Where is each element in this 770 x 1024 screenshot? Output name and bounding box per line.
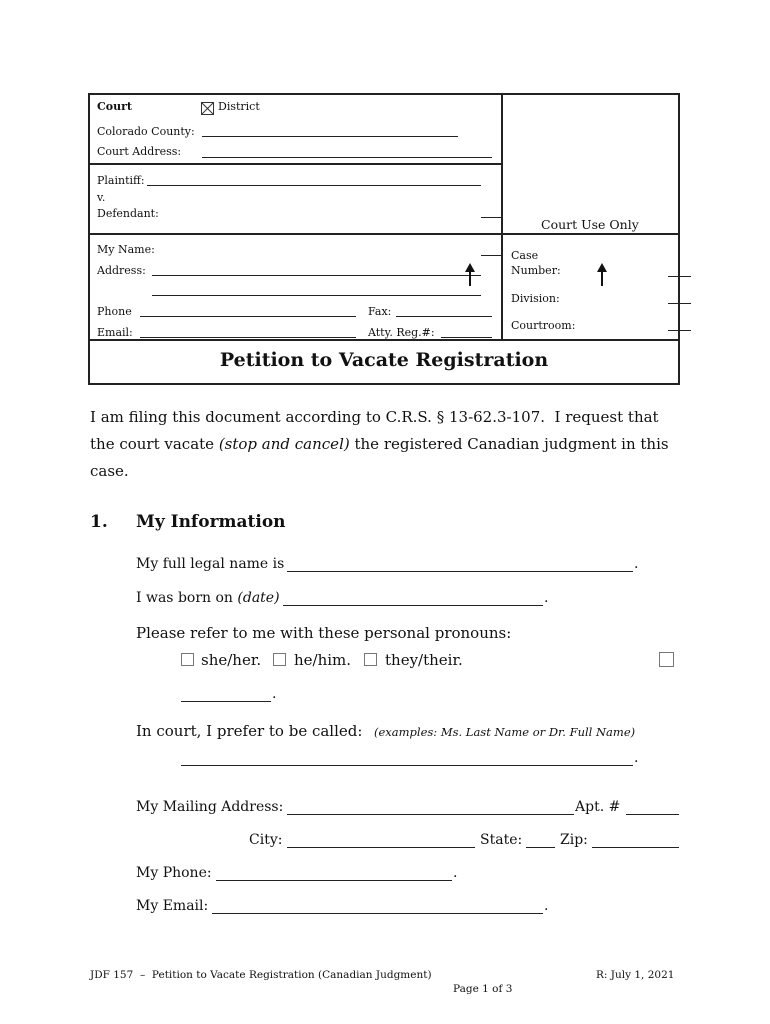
birth-date-field[interactable] <box>283 605 543 606</box>
court-use-only-label: Court Use Only <box>541 217 639 232</box>
email-field[interactable] <box>140 337 356 338</box>
city-label: City: <box>249 832 283 848</box>
section-number: 1. <box>90 512 108 532</box>
zip-field[interactable] <box>592 847 679 848</box>
versus-label: v. <box>97 191 106 204</box>
called-example: (examples: Ms. Last Name or Dr. Full Name) <box>374 725 636 739</box>
division-label: Division: <box>511 292 560 305</box>
court-address-label: Court Address: <box>97 145 182 158</box>
plaintiff-label: Plaintiff: <box>97 174 145 187</box>
mailing-address-field[interactable] <box>287 814 574 815</box>
court-label: Court <box>97 100 132 113</box>
courtroom-field[interactable] <box>668 330 691 331</box>
my-name-field[interactable] <box>481 255 503 256</box>
called-label: In court, I prefer to be called: <box>136 722 363 740</box>
courtroom-label: Courtroom: <box>511 319 576 332</box>
division-field[interactable] <box>668 303 691 304</box>
my-phone-period: . <box>453 865 458 881</box>
intro-line-2-post: the registered Canadian judgment in this <box>349 435 669 453</box>
pronoun-she: she/her. <box>201 651 262 669</box>
case-number-field[interactable] <box>668 276 691 277</box>
plaintiff-field[interactable] <box>147 185 481 186</box>
defendant-field[interactable] <box>481 217 503 218</box>
document-title: Petition to Vacate Registration <box>219 349 549 371</box>
born-italic: (date) <box>237 590 280 606</box>
my-name-label: My Name: <box>97 243 155 256</box>
my-phone-label: My Phone: <box>136 865 212 881</box>
footer-revision: R: July 1, 2021 <box>596 969 675 981</box>
pronoun-other-period: . <box>272 686 277 702</box>
zip-label: Zip: <box>560 832 588 848</box>
up-arrow-icon <box>465 263 475 287</box>
pronoun-they: they/their. <box>385 651 463 669</box>
my-email-label: My Email: <box>136 898 209 914</box>
intro-line-2 <box>90 431 669 458</box>
checkbox-icon[interactable] <box>273 653 286 666</box>
atty-reg-field[interactable] <box>441 337 492 338</box>
my-phone-field[interactable] <box>216 880 452 881</box>
fax-field[interactable] <box>396 316 492 317</box>
defendant-label: Defendant: <box>97 207 159 220</box>
court-address-field[interactable] <box>202 157 492 158</box>
section-heading: My Information <box>136 512 286 532</box>
pronouns-label: Please refer to me with these personal pronouns: <box>136 624 512 642</box>
birth-date-period: . <box>544 590 549 606</box>
called-period: . <box>634 750 639 766</box>
caption-divider-3 <box>88 339 680 341</box>
intro-line-3: case. <box>90 462 129 480</box>
case-number-label: Number: <box>511 264 561 277</box>
footer-form-id: JDF 157 – Petition to Vacate Registration (Canadian Judgment) <box>90 969 432 981</box>
case-label: Case <box>511 249 539 262</box>
caption-divider-2 <box>88 233 680 235</box>
atty-reg-label: Atty. Reg.#: <box>368 326 435 339</box>
full-name-field[interactable] <box>287 571 633 572</box>
pronoun-other-field[interactable] <box>181 701 271 702</box>
intro-line-2-pre: the court vacate <box>90 435 219 453</box>
caption-divider-1 <box>88 163 502 165</box>
my-address-field-1[interactable] <box>152 275 481 276</box>
footer-page-number: Page 1 of 3 <box>453 983 513 995</box>
checked-box-icon[interactable] <box>201 100 214 113</box>
fax-label: Fax: <box>368 305 392 318</box>
apt-field[interactable] <box>626 814 679 815</box>
born-label: I was born on <box>136 590 233 606</box>
district-label: District <box>218 100 260 113</box>
full-name-period: . <box>634 556 639 572</box>
checkbox-icon[interactable] <box>659 652 674 667</box>
intro-line-1: I am filing this document according to C.R.S. § 13-62.3-107. I request that <box>90 408 659 426</box>
county-field[interactable] <box>202 136 458 137</box>
my-address-field-2[interactable] <box>152 295 481 296</box>
email-label: Email: <box>97 326 133 339</box>
pronoun-he: he/him. <box>294 651 352 669</box>
phone-field[interactable] <box>140 316 356 317</box>
my-address-label: Address: <box>97 264 146 277</box>
apt-label: Apt. # <box>575 799 621 815</box>
my-email-period: . <box>544 898 549 914</box>
called-field[interactable] <box>181 765 633 766</box>
birth-date-label <box>136 590 280 606</box>
state-field[interactable] <box>526 847 555 848</box>
up-arrow-icon <box>597 263 607 287</box>
state-label: State: <box>480 832 523 848</box>
city-field[interactable] <box>287 847 475 848</box>
county-label: Colorado County: <box>97 125 195 138</box>
mailing-address-label: My Mailing Address: <box>136 799 284 815</box>
intro-line-2-italic: (stop and cancel) <box>218 435 350 453</box>
checkbox-icon[interactable] <box>181 653 194 666</box>
my-email-field[interactable] <box>212 913 543 914</box>
checkbox-icon[interactable] <box>364 653 377 666</box>
phone-label: Phone <box>97 305 132 318</box>
full-name-label: My full legal name is <box>136 556 285 572</box>
